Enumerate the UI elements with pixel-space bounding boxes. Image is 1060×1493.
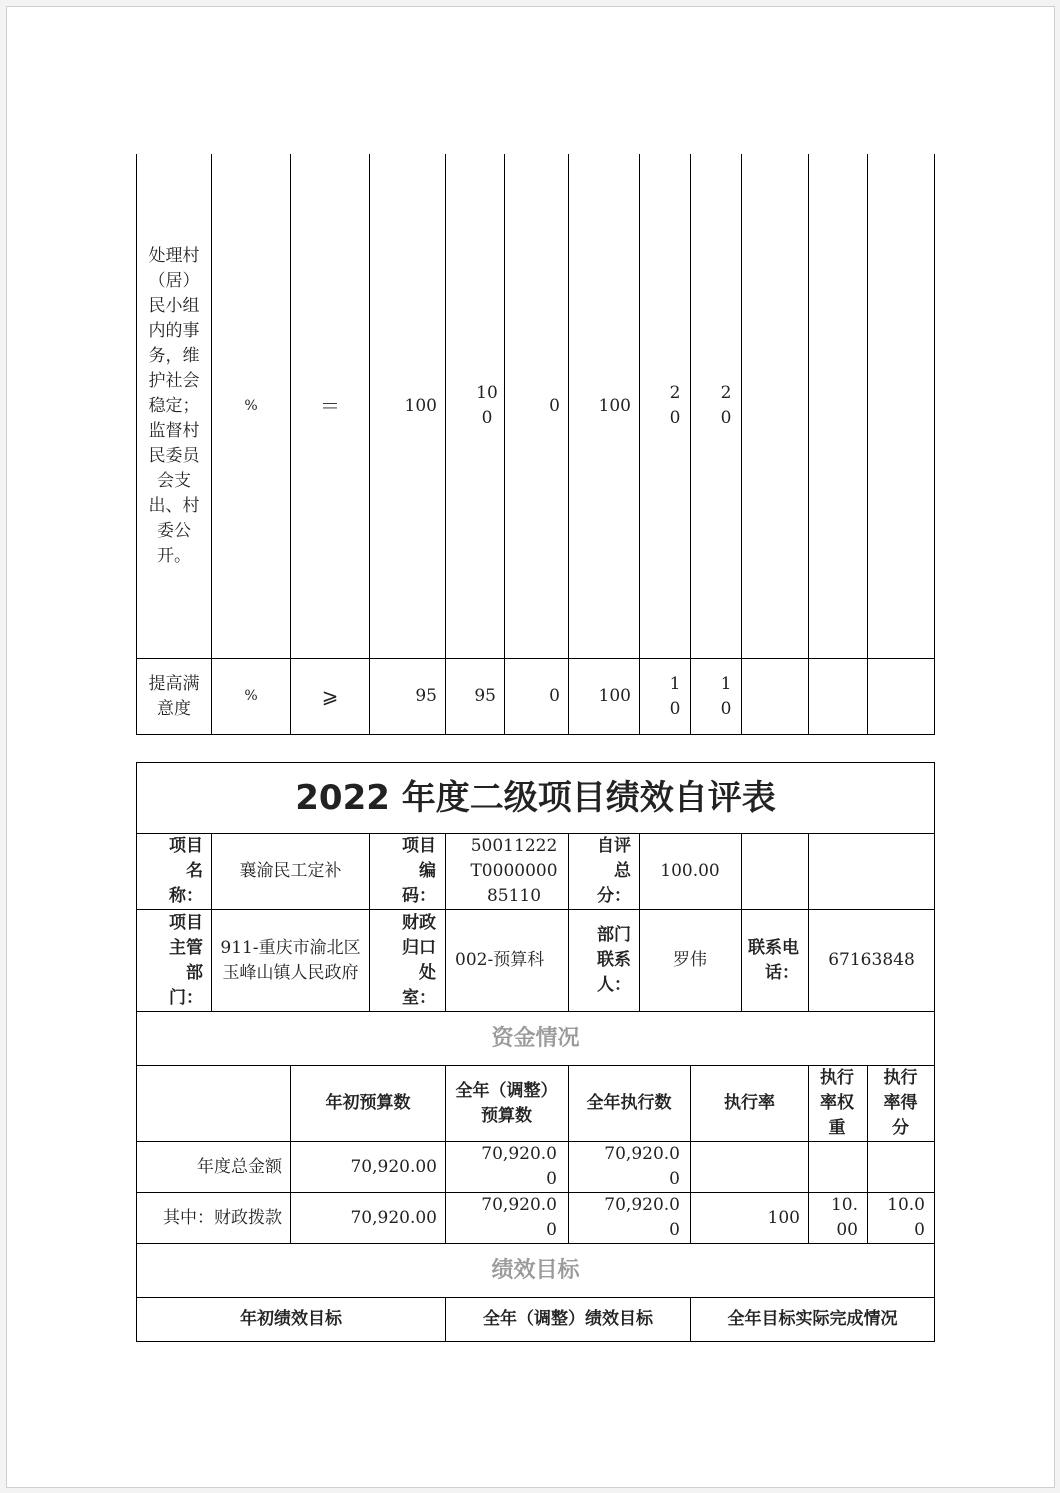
indicator-score: 20	[720, 383, 732, 428]
funds-header: 执行率权重	[820, 1068, 854, 1138]
funds-header: 执行率得分	[883, 1068, 918, 1138]
department-label: 项目主管部门：	[169, 912, 203, 1008]
table-border	[741, 154, 742, 735]
contact: 罗伟	[673, 950, 707, 970]
table-border	[369, 154, 370, 735]
table-border	[504, 154, 505, 735]
indicator-remark	[809, 154, 867, 658]
contact-label: 部门联系人：	[597, 925, 631, 995]
funds-cell	[868, 1142, 934, 1192]
table-border	[639, 154, 640, 735]
finance-office: 002-预算科	[455, 950, 545, 970]
table-border	[690, 154, 691, 735]
funds-cell: 70,920.00	[350, 1156, 437, 1177]
table-border	[568, 833, 569, 1011]
table-border	[136, 1011, 935, 1012]
funds-cell: 10.00	[830, 1195, 858, 1240]
table-border	[136, 762, 935, 763]
indicator-table	[136, 0, 935, 1493]
table-border	[690, 1297, 691, 1341]
funds-cell: 其中：财政拨款	[163, 1207, 282, 1228]
project-name-label: 项目名称：	[169, 836, 203, 906]
table-border	[136, 658, 935, 659]
funds-header: 全年（调整）预算数	[455, 1080, 558, 1126]
table-border	[808, 1065, 809, 1243]
funds-cell: 70,920.00	[350, 1207, 437, 1228]
funds-cell: 70,920.00	[481, 1195, 557, 1240]
project-code-label: 项目编码：	[402, 836, 436, 906]
table-border	[136, 1341, 935, 1342]
table-border	[741, 833, 742, 1011]
indicator-deviation: 0	[549, 395, 560, 416]
table-border	[690, 1065, 691, 1243]
table-border	[136, 833, 935, 834]
table-border	[568, 1065, 569, 1243]
table-border	[445, 1065, 446, 1243]
funds-header: 年初预算数	[325, 1093, 411, 1113]
self-score-label: 自评总分：	[597, 836, 631, 906]
indicator-weight: 20	[669, 383, 681, 428]
funds-cell	[691, 1142, 808, 1192]
indicator-target: 95	[415, 686, 437, 706]
indicator-remark	[868, 659, 934, 734]
indicator-weight: 10	[669, 673, 681, 719]
funds-header	[137, 1066, 290, 1141]
funds-section-title: 资金情况	[491, 1026, 580, 1051]
table-border	[867, 1065, 868, 1243]
table-border	[136, 1297, 935, 1298]
goals-header: 年初绩效目标	[240, 1309, 342, 1329]
table-border	[445, 154, 446, 735]
table-border	[445, 1297, 446, 1341]
indicator-score: 10	[720, 673, 732, 719]
table-border	[136, 1192, 935, 1193]
indicator-deviation: 0	[549, 686, 560, 706]
phone-label: 联系电话：	[748, 937, 799, 983]
indicator-label: 处理村（居）民小组内的事务，维护社会稳定；监督村民委员会支出、村委公开。	[148, 245, 200, 566]
indicator-remark	[742, 154, 808, 658]
self-score: 100.00	[660, 861, 720, 881]
table-border	[445, 833, 446, 1011]
finance-office-label: 财政归口处室：	[402, 912, 436, 1008]
table-border	[136, 1141, 935, 1142]
indicator-completion-rate: 100	[598, 395, 631, 416]
department: 911-重庆市渝北区玉峰山镇人民政府	[220, 937, 361, 983]
table-border	[369, 833, 370, 1011]
funds-cell: 70,920.00	[604, 1144, 680, 1189]
indicator-actual: 100	[476, 383, 498, 428]
table-border	[211, 154, 212, 735]
indicator-unit: %	[244, 688, 258, 704]
table-border	[136, 1243, 935, 1244]
table-border	[290, 1065, 291, 1243]
table-border	[867, 154, 868, 735]
funds-header: 执行率	[724, 1093, 775, 1113]
phone: 67163848	[828, 950, 915, 970]
indicator-actual: 95	[474, 686, 496, 706]
indicator-label: 提高满意度	[148, 673, 200, 719]
table-border	[136, 734, 935, 735]
indicator-unit: %	[244, 397, 258, 414]
funds-cell: 70,920.00	[604, 1195, 680, 1240]
funds-cell: 100	[767, 1207, 800, 1228]
table-border	[934, 154, 935, 735]
funds-cell	[809, 1142, 867, 1192]
indicator-remark	[809, 659, 867, 734]
funds-cell: 10.00	[887, 1195, 925, 1240]
form-title: 2022 年度二级项目绩效自评表	[295, 777, 776, 818]
table-border	[639, 833, 640, 1011]
goals-section-title: 绩效目标	[491, 1258, 580, 1283]
table-border	[568, 154, 569, 735]
indicator-operator: ＝	[320, 393, 340, 418]
project-code: 50011222T000000085110	[470, 836, 558, 906]
funds-cell: 年度总金额	[197, 1156, 282, 1177]
table-border	[136, 1065, 935, 1066]
indicator-operator: ⩾	[321, 684, 339, 708]
project-name: 襄渝民工定补	[239, 861, 342, 881]
table-border	[136, 154, 137, 735]
table-border	[808, 833, 809, 1011]
indicator-remark	[868, 154, 934, 658]
table-border	[290, 154, 291, 735]
funds-cell: 70,920.00	[481, 1144, 557, 1189]
funds-header: 全年执行数	[586, 1093, 672, 1113]
table-border	[211, 833, 212, 1011]
table-border	[136, 762, 137, 1342]
table-border	[934, 762, 935, 1342]
indicator-completion-rate: 100	[598, 686, 631, 706]
indicator-remark	[742, 659, 808, 734]
table-border	[136, 909, 935, 910]
table-border	[808, 154, 809, 735]
goals-header: 全年（调整）绩效目标	[483, 1309, 653, 1329]
goals-header: 全年目标实际完成情况	[727, 1309, 898, 1329]
indicator-target: 100	[404, 395, 437, 416]
